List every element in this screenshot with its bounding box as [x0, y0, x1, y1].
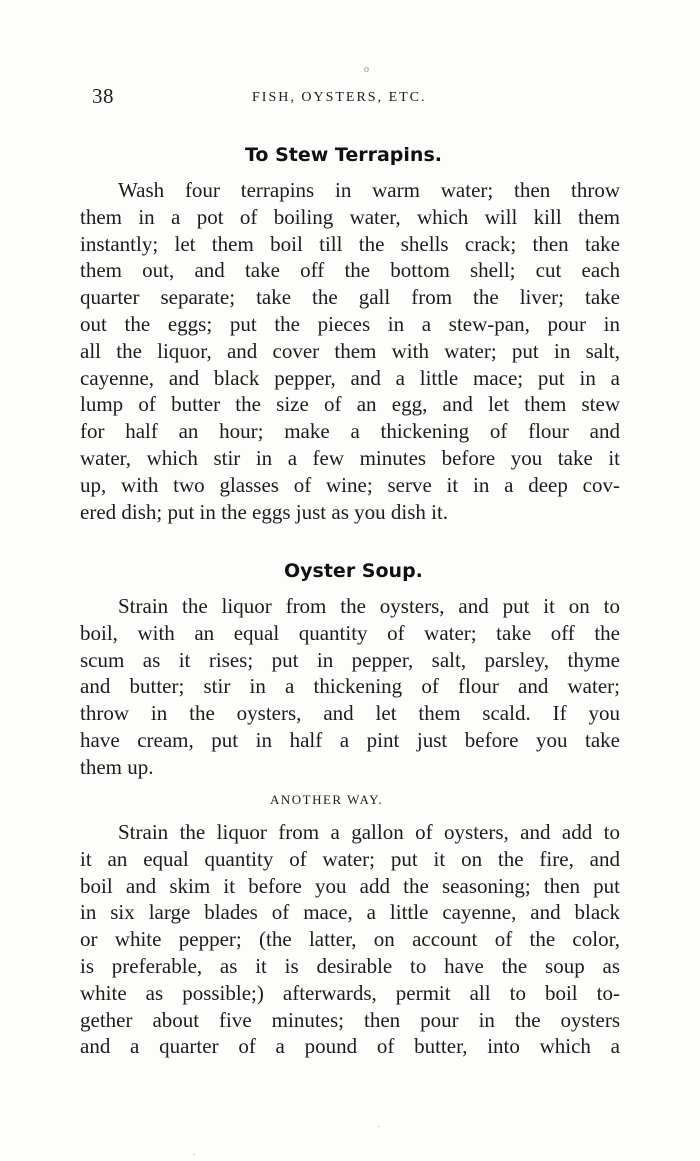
text-line: all the liquor, and cover them with water; put in salt,: [80, 338, 620, 363]
text-line: lump of butter the size of an egg, and let them stew: [80, 392, 620, 417]
section-heading-oyster-soup: Oyster Soup.: [284, 560, 423, 582]
paragraph-another-way: [80, 819, 620, 1060]
text-line: up, with two glasses of wine; serve it in a deep cov-: [80, 472, 620, 497]
text-line: Strain the liquor from a gallon of oysters, and add to: [118, 820, 620, 844]
text-line: and butter; stir in a thickening of flour and water;: [80, 674, 620, 699]
text-line: is preferable, as it is desirable to have the soup as: [80, 953, 620, 978]
text-line: scum as it rises; put in pepper, salt, parsley, thyme: [80, 647, 620, 672]
paragraph-oyster-soup: [80, 593, 620, 781]
text-line: them out, and take off the bottom shell; cut each: [80, 258, 620, 283]
text-line: white as possible;) afterwards, permit all to boil to-: [80, 980, 620, 1005]
ink-speck: .: [378, 1120, 380, 1129]
paragraph-terrapins: [80, 177, 620, 525]
ink-speck: .: [193, 1148, 195, 1157]
text-line: water, which stir in a few minutes before you take it: [80, 445, 620, 470]
text-line: it an equal quantity of water; put it on the fire, and: [80, 846, 620, 871]
text-line: Strain the liquor from the oysters, and put it on to: [118, 594, 620, 618]
text-line: them in a pot of boiling water, which will kill them: [80, 204, 620, 229]
text-line: out the eggs; put the pieces in a stew-pan, pour in: [80, 311, 620, 336]
text-line: boil, with an equal quantity of water; take off the: [80, 620, 620, 645]
section-subheading-another-way: ANOTHER WAY.: [270, 792, 384, 807]
text-line: boil and skim it before you add the seasoning; then put: [80, 873, 620, 898]
ink-speck: o: [364, 64, 369, 75]
text-line: Wash four terrapins in warm water; then throw: [118, 178, 620, 202]
page-number: 38: [92, 84, 114, 108]
text-line: ered dish; put in the eggs just as you dish it.: [80, 499, 449, 524]
text-line: gether about five minutes; then pour in the oysters: [80, 1007, 620, 1032]
text-line: them up.: [80, 754, 154, 779]
section-heading-terrapins: To Stew Terrapins.: [245, 144, 442, 166]
text-line: in six large blades of mace, a little cayenne, and black: [80, 900, 620, 925]
running-title: FISH, OYSTERS, ETC.: [252, 90, 427, 105]
text-line: instantly; let them boil till the shells crack; then take: [80, 231, 620, 256]
text-line: cayenne, and black pepper, and a little mace; put in a: [80, 365, 620, 390]
text-line: throw in the oysters, and let them scald. If you: [80, 701, 620, 726]
text-line: or white pepper; (the latter, on account of the color,: [80, 927, 620, 952]
text-line: quarter separate; take the gall from the liver; take: [80, 285, 620, 310]
text-line: and a quarter of a pound of butter, into which a: [80, 1034, 620, 1059]
text-line: for half an hour; make a thickening of flour and: [80, 419, 620, 444]
running-head: [92, 84, 622, 114]
text-line: have cream, put in half a pint just before you take: [80, 727, 620, 752]
